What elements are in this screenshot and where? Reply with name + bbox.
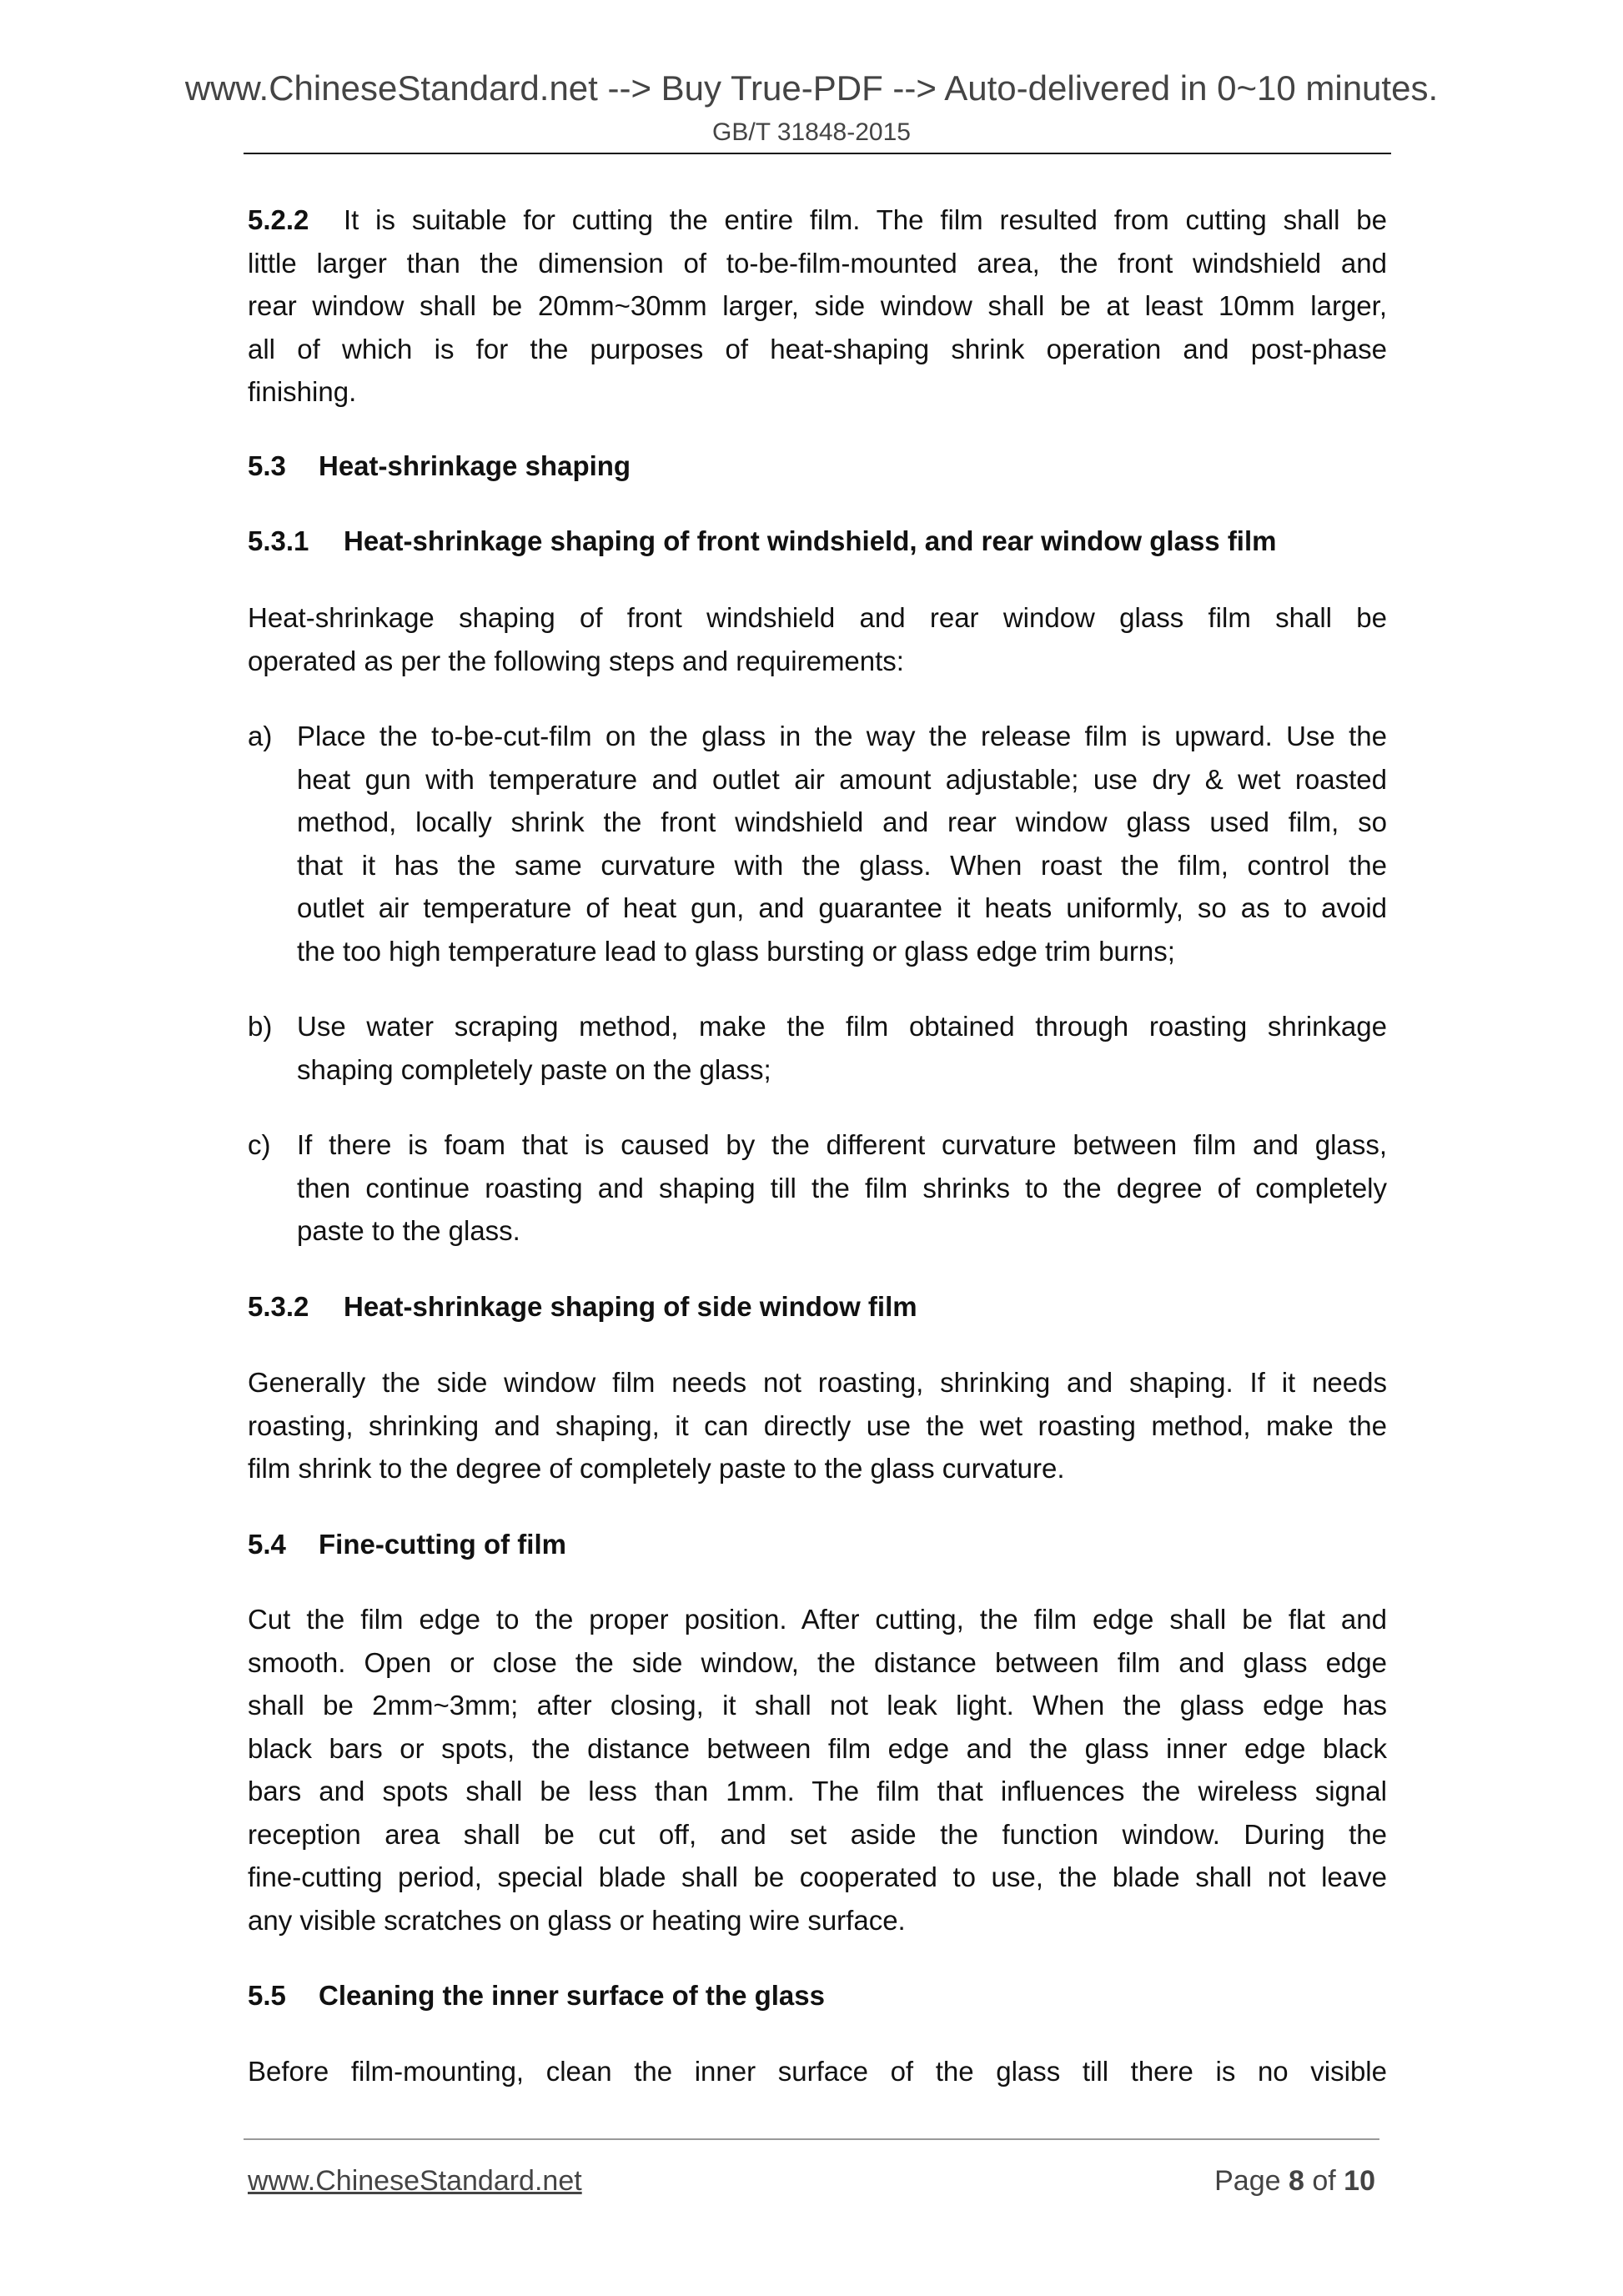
footer-divider <box>244 2138 1379 2140</box>
list-marker: b) <box>248 1011 273 1042</box>
text-line: paste to the glass. <box>297 1215 520 1246</box>
section-heading <box>248 445 1387 488</box>
paragraph <box>248 198 1387 414</box>
header-divider <box>244 153 1391 154</box>
section-number: 5.3.2 <box>248 1291 309 1322</box>
header-banner: www.ChineseStandard.net --> Buy True-PDF --> Auto-delivered in 0~10 minutes. <box>184 68 1439 108</box>
text-line: Heat-shrinkage shaping <box>319 450 631 481</box>
list-marker: a) <box>248 721 273 751</box>
text-line: all of which is for the purposes of heat-shaping shrink operation and post-phase <box>248 333 1387 364</box>
page-indicator <box>1214 2165 1375 2198</box>
text-line: any visible scratches on glass or heating wire surface. <box>248 1904 906 1936</box>
paragraph <box>248 596 1387 682</box>
text-line: Fine-cutting of film <box>319 1529 566 1560</box>
list-item <box>248 715 1387 972</box>
page-current: 8 <box>1288 2165 1304 2197</box>
section-heading <box>248 1974 1387 2017</box>
text-line: Heat-shrinkage shaping of side window film <box>344 1291 917 1322</box>
section-number: 5.3.1 <box>248 525 309 556</box>
text-line: little larger than the dimension of to-be-film-mounted area, the front windshield and <box>248 247 1387 279</box>
text-line: It is suitable for cutting the entire film. The film resulted from cutting shall be <box>344 204 1387 235</box>
text-line: Cleaning the inner surface of the glass <box>319 1980 825 2011</box>
text-line: Use water scraping method, make the film obtained through roasting shrinkage <box>297 1011 1387 1042</box>
paragraph <box>248 2050 1387 2093</box>
text-line: then continue roasting and shaping till the film shrinks to the degree of completely <box>297 1172 1387 1203</box>
text-line: bars and spots shall be less than 1mm. The film that influences the wireless signal <box>248 1776 1387 1806</box>
footer-site-link[interactable]: www.ChineseStandard.net <box>248 2165 582 2197</box>
text-line: Heat-shrinkage shaping of front windshield and rear window glass film shall be <box>248 602 1387 633</box>
text-line: Cut the film edge to the proper position. After cutting, the film edge shall be flat and <box>248 1604 1387 1635</box>
list-item <box>248 1005 1387 1091</box>
text-line: Before film-mounting, clean the inner surface of the glass till there is no visible <box>248 2056 1387 2087</box>
text-line: film shrink to the degree of completely paste to the glass curvature. <box>248 1453 1065 1484</box>
text-line: black bars or spots, the distance between film edge and the glass inner edge black <box>248 1732 1387 1764</box>
paragraph <box>248 1598 1387 1942</box>
text-line: rear window shall be 20mm~30mm larger, side window shall be at least 10mm larger, <box>248 290 1387 321</box>
page-total: 10 <box>1344 2165 1375 2197</box>
text-line: finishing. <box>248 376 357 407</box>
text-line: the too high temperature lead to glass bursting or glass edge trim burns; <box>297 935 1175 967</box>
standard-number: GB/T 31848-2015 <box>712 118 911 146</box>
text-line: If there is foam that is caused by the different curvature between film and glass, <box>297 1129 1387 1160</box>
list-marker: c) <box>248 1129 271 1160</box>
section-heading <box>248 1285 1387 1329</box>
page-label: Page <box>1214 2165 1281 2197</box>
text-line: that it has the same curvature with the glass. When roast the film, control the <box>297 849 1387 881</box>
text-line: Heat-shrinkage shaping of front windshield, and rear window glass film <box>344 525 1277 556</box>
list-item <box>248 1123 1387 1253</box>
section-number: 5.2.2 <box>248 204 309 235</box>
section-number: 5.4 <box>248 1529 286 1560</box>
text-line: method, locally shrink the front windshield and rear window glass used film, so <box>297 806 1387 837</box>
section-heading <box>248 1523 1387 1566</box>
section-heading <box>248 520 1387 563</box>
text-line: operated as per the following steps and requirements: <box>248 645 904 676</box>
text-line: shaping completely paste on the glass; <box>297 1053 771 1085</box>
text-line: fine-cutting period, special blade shall be cooperated to use, the blade shall not leave <box>248 1861 1387 1892</box>
section-number: 5.5 <box>248 1980 286 2011</box>
text-line: heat gun with temperature and outlet air amount adjustable; use dry & wet roasted <box>297 763 1387 795</box>
text-line: shall be 2mm~3mm; after closing, it shall not leak light. When the glass edge has <box>248 1690 1387 1721</box>
text-line: roasting, shrinking and shaping, it can directly use the wet roasting method, make the <box>248 1409 1387 1441</box>
text-line: Generally the side window film needs not roasting, shrinking and shaping. If it needs <box>248 1367 1387 1398</box>
page-of: of <box>1312 2165 1336 2197</box>
paragraph <box>248 1361 1387 1490</box>
text-line: smooth. Open or close the side window, the distance between film and glass edge <box>248 1646 1387 1678</box>
text-line: Place the to-be-cut-film on the glass in the way the release film is upward. Use the <box>297 721 1387 751</box>
section-number: 5.3 <box>248 450 286 481</box>
text-line: outlet air temperature of heat gun, and guarantee it heats uniformly, so as to avoid <box>297 892 1387 923</box>
text-line: reception area shall be cut off, and set aside the function window. During the <box>248 1818 1387 1850</box>
